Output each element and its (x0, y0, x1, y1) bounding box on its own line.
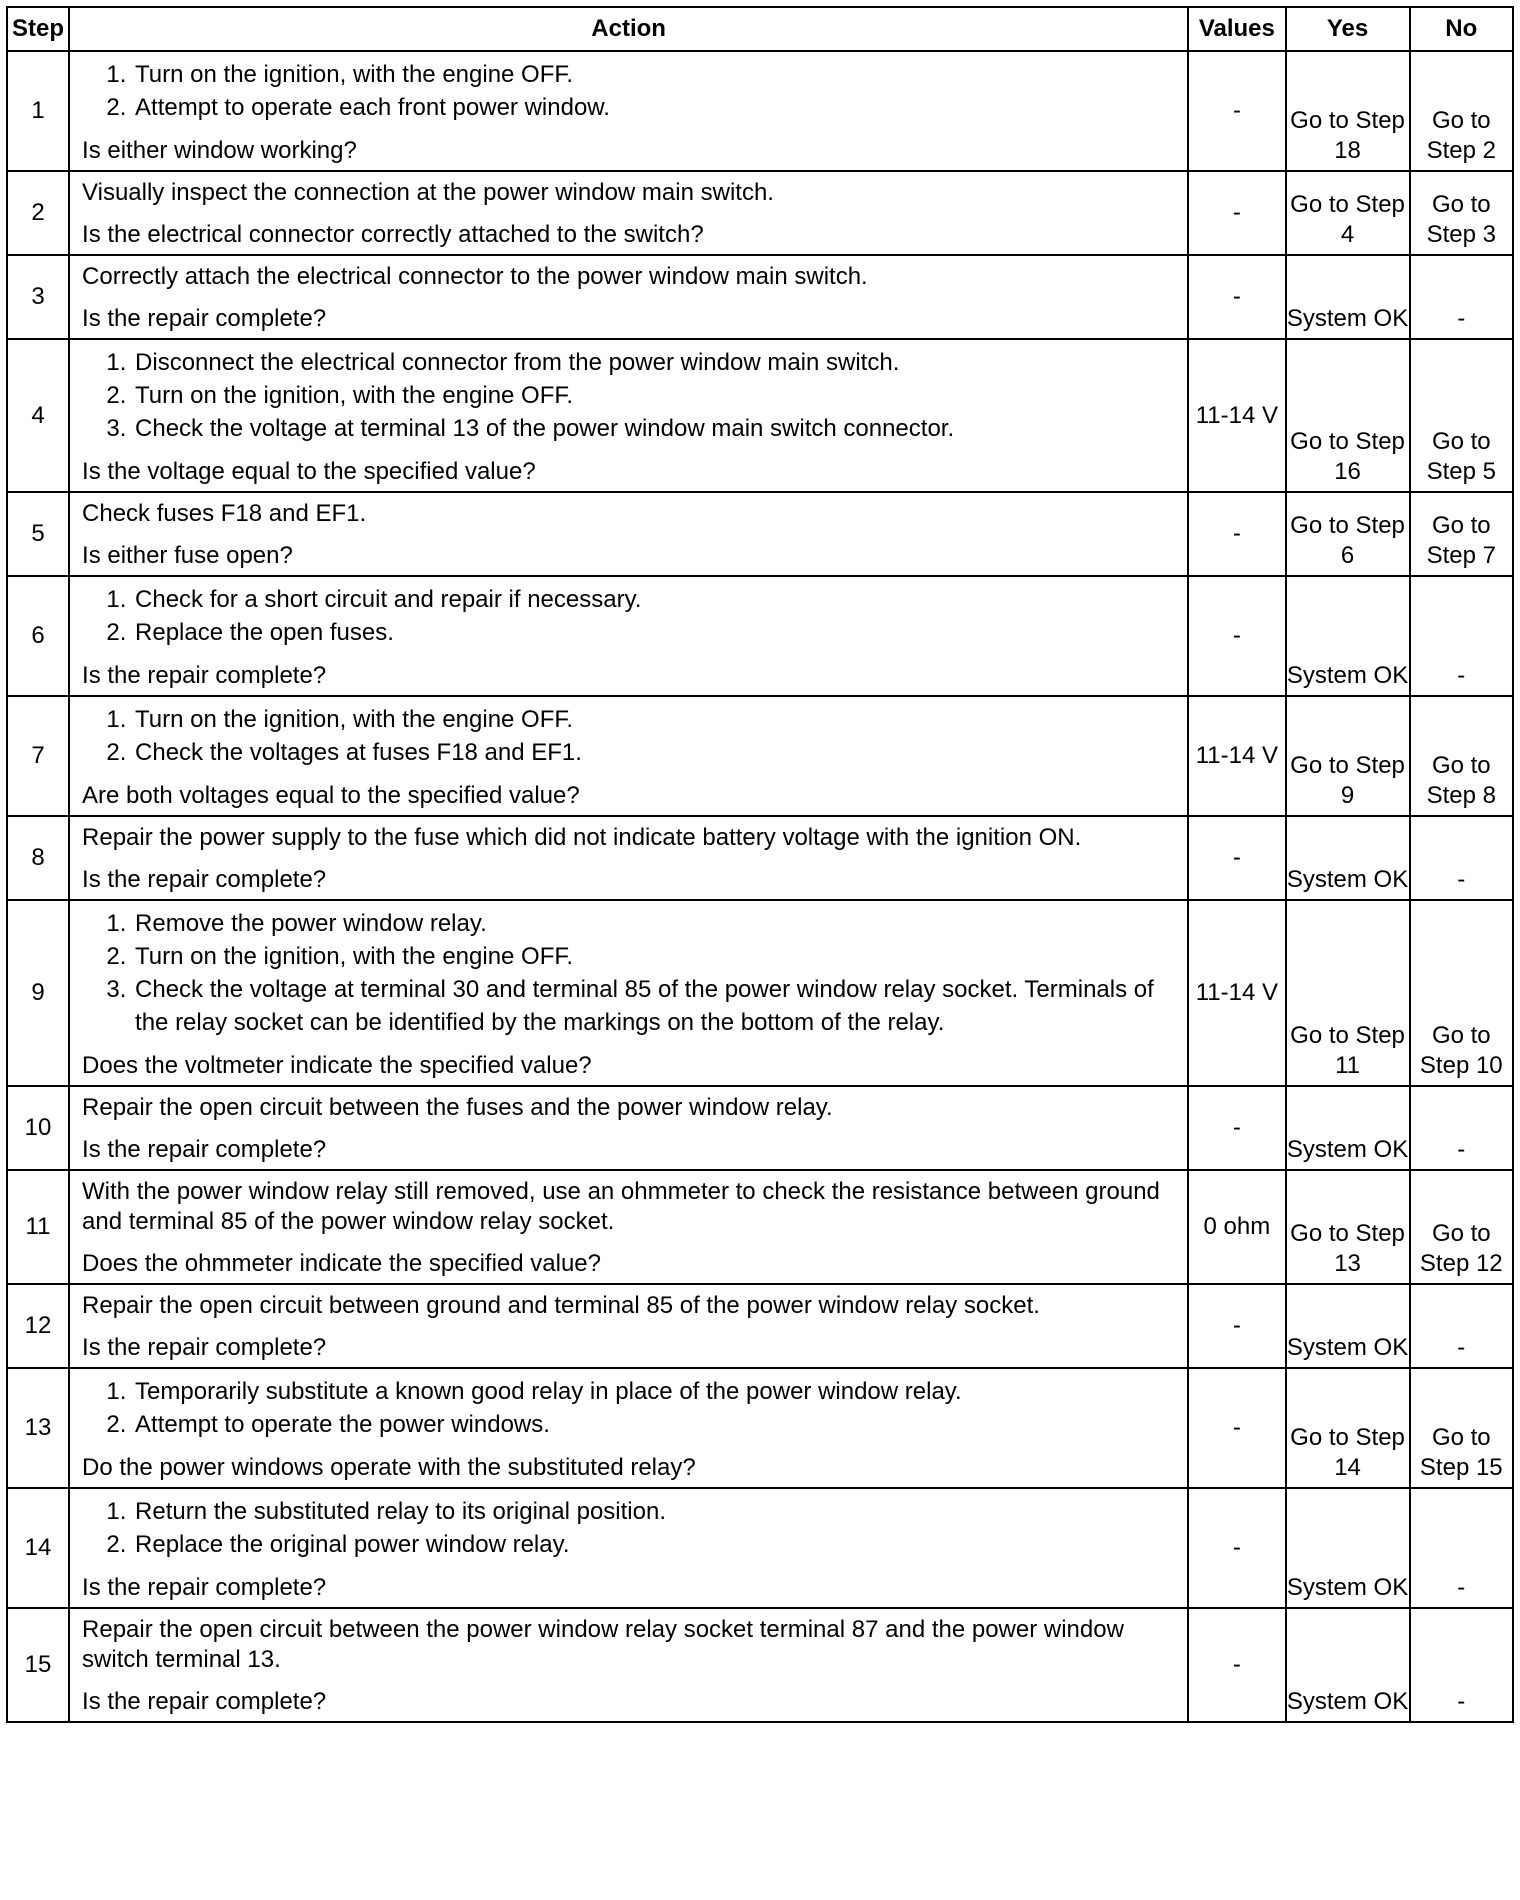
no-cell: Go to Step 7 (1410, 492, 1513, 576)
action-step: 1. Temporarily substitute a known good relay in place of the power window relay. (133, 1375, 1179, 1408)
table-row (7, 1488, 1513, 1608)
action-cell (69, 1368, 1188, 1488)
diagnostic-table (6, 6, 1514, 1723)
yes-cell: Go to Step 14 (1286, 1368, 1410, 1488)
step-number: 10 (7, 1086, 69, 1170)
yes-cell: Go to Step 11 (1286, 900, 1410, 1086)
table-body (7, 51, 1513, 1722)
step-number: 7 (7, 696, 69, 816)
value-cell: 11-14 V (1188, 696, 1285, 816)
value-cell: - (1188, 576, 1285, 696)
action-question: Is the repair complete? (82, 1334, 327, 1361)
no-cell: - (1410, 1284, 1513, 1368)
action-cell (69, 1170, 1188, 1284)
yes-cell: Go to Step 9 (1286, 696, 1410, 816)
step-number: 9 (7, 900, 69, 1086)
value-cell: - (1188, 492, 1285, 576)
table-row (7, 171, 1513, 255)
action-step: 1. Turn on the ignition, with the engine OFF. (133, 58, 1179, 91)
action-question: Are both voltages equal to the specified value? (82, 782, 580, 809)
yes-cell: Go to Step 18 (1286, 51, 1410, 171)
no-cell: - (1410, 255, 1513, 339)
action-step: 1. Check for a short circuit and repair if necessary. (133, 583, 1179, 616)
action-steps (82, 1375, 1179, 1441)
header-no: No (1410, 7, 1513, 51)
yes-cell: System OK (1286, 1488, 1410, 1608)
action-step: 2. Attempt to operate the power windows. (133, 1408, 1179, 1441)
value-cell: - (1188, 1086, 1285, 1170)
action-cell (69, 696, 1188, 816)
step-number: 8 (7, 816, 69, 900)
action-step: 1. Turn on the ignition, with the engine OFF. (133, 703, 1179, 736)
no-cell: Go to Step 10 (1410, 900, 1513, 1086)
action-text: Correctly attach the electrical connector to the power window main switch. (82, 263, 868, 290)
action-text: Repair the open circuit between the fuses and the power window relay. (82, 1094, 833, 1121)
action-question: Is the repair complete? (82, 305, 327, 332)
table-row (7, 900, 1513, 1086)
header-yes: Yes (1286, 7, 1410, 51)
table-row (7, 339, 1513, 492)
yes-cell: Go to Step 16 (1286, 339, 1410, 492)
yes-cell: System OK (1286, 1086, 1410, 1170)
value-cell: 11-14 V (1188, 900, 1285, 1086)
step-number: 3 (7, 255, 69, 339)
table-row (7, 1284, 1513, 1368)
header-values: Values (1188, 7, 1285, 51)
yes-cell: System OK (1286, 1284, 1410, 1368)
step-number: 15 (7, 1608, 69, 1722)
action-step: 2. Attempt to operate each front power window. (133, 91, 1179, 124)
action-cell (69, 492, 1188, 576)
action-cell (69, 816, 1188, 900)
table-row (7, 1368, 1513, 1488)
action-question: Is the voltage equal to the specified value? (82, 458, 536, 485)
action-question: Is the repair complete? (82, 662, 327, 689)
no-cell: - (1410, 1488, 1513, 1608)
action-steps (82, 1495, 1179, 1561)
action-question: Is the repair complete? (82, 1688, 327, 1715)
no-cell: - (1410, 1086, 1513, 1170)
action-question: Does the ohmmeter indicate the specified value? (82, 1250, 601, 1277)
value-cell: - (1188, 1488, 1285, 1608)
action-step: 2. Turn on the ignition, with the engine OFF. (133, 940, 1179, 973)
table-row (7, 1170, 1513, 1284)
action-step: 1. Return the substituted relay to its original position. (133, 1495, 1179, 1528)
action-cell (69, 255, 1188, 339)
action-step: 3. Check the voltage at terminal 13 of the power window main switch connector. (133, 412, 1179, 445)
action-question: Is the repair complete? (82, 1136, 327, 1163)
action-text: Repair the open circuit between ground and terminal 85 of the power window relay socket. (82, 1292, 1040, 1319)
action-cell (69, 1284, 1188, 1368)
yes-cell: Go to Step 6 (1286, 492, 1410, 576)
value-cell: 0 ohm (1188, 1170, 1285, 1284)
action-question: Is the repair complete? (82, 866, 327, 893)
action-text: Repair the power supply to the fuse which did not indicate battery voltage with the ignition ON. (82, 824, 1082, 851)
action-text: Check fuses F18 and EF1. (82, 500, 367, 527)
header-step: Step (7, 7, 69, 51)
action-step: 1. Remove the power window relay. (133, 907, 1179, 940)
step-number: 5 (7, 492, 69, 576)
value-cell: - (1188, 1608, 1285, 1722)
action-step: 2. Replace the original power window relay. (133, 1528, 1179, 1561)
action-text: With the power window relay still removed, use an ohmmeter to check the resistance between ground and terminal 85 of the power window relay socket. (82, 1178, 1160, 1235)
action-step: 2. Turn on the ignition, with the engine OFF. (133, 379, 1179, 412)
table-row (7, 51, 1513, 171)
step-number: 13 (7, 1368, 69, 1488)
no-cell: Go to Step 2 (1410, 51, 1513, 171)
value-cell: 11-14 V (1188, 339, 1285, 492)
no-cell: Go to Step 15 (1410, 1368, 1513, 1488)
action-steps (82, 907, 1179, 1039)
action-step: 1. Disconnect the electrical connector from the power window main switch. (133, 346, 1179, 379)
step-number: 12 (7, 1284, 69, 1368)
header-row (7, 7, 1513, 51)
value-cell: - (1188, 816, 1285, 900)
step-number: 11 (7, 1170, 69, 1284)
action-steps (82, 703, 1179, 769)
no-cell: - (1410, 576, 1513, 696)
action-text: Visually inspect the connection at the power window main switch. (82, 179, 774, 206)
action-step: 3. Check the voltage at terminal 30 and terminal 85 of the power window relay socket. Terminals of the relay socket can be identified by the markings on the bottom of the relay. (133, 973, 1179, 1039)
action-step: 2. Check the voltages at fuses F18 and EF1. (133, 736, 1179, 769)
header-action: Action (69, 7, 1188, 51)
no-cell: - (1410, 816, 1513, 900)
table-row (7, 696, 1513, 816)
action-cell (69, 171, 1188, 255)
action-text: Repair the open circuit between the power window relay socket terminal 87 and the power window switch terminal 13. (82, 1616, 1124, 1673)
action-question: Is the repair complete? (82, 1574, 327, 1601)
step-number: 1 (7, 51, 69, 171)
no-cell: Go to Step 5 (1410, 339, 1513, 492)
step-number: 2 (7, 171, 69, 255)
table-row (7, 576, 1513, 696)
action-steps (82, 58, 1179, 124)
no-cell: Go to Step 3 (1410, 171, 1513, 255)
table-row (7, 1608, 1513, 1722)
value-cell: - (1188, 51, 1285, 171)
table-row (7, 492, 1513, 576)
no-cell: Go to Step 8 (1410, 696, 1513, 816)
value-cell: - (1188, 255, 1285, 339)
action-cell (69, 900, 1188, 1086)
yes-cell: Go to Step 4 (1286, 171, 1410, 255)
value-cell: - (1188, 1284, 1285, 1368)
action-cell (69, 576, 1188, 696)
action-question: Is the electrical connector correctly attached to the switch? (82, 221, 704, 248)
action-question: Is either window working? (82, 137, 357, 164)
value-cell: - (1188, 1368, 1285, 1488)
step-number: 6 (7, 576, 69, 696)
yes-cell: System OK (1286, 816, 1410, 900)
table-row (7, 1086, 1513, 1170)
action-question: Is either fuse open? (82, 542, 293, 569)
action-steps (82, 346, 1179, 445)
action-cell (69, 51, 1188, 171)
step-number: 4 (7, 339, 69, 492)
no-cell: - (1410, 1608, 1513, 1722)
yes-cell: Go to Step 13 (1286, 1170, 1410, 1284)
yes-cell: System OK (1286, 576, 1410, 696)
action-cell (69, 1608, 1188, 1722)
action-question: Does the voltmeter indicate the specified value? (82, 1052, 592, 1079)
action-cell (69, 1488, 1188, 1608)
table-row (7, 255, 1513, 339)
action-cell (69, 339, 1188, 492)
value-cell: - (1188, 171, 1285, 255)
table-row (7, 816, 1513, 900)
action-cell (69, 1086, 1188, 1170)
yes-cell: System OK (1286, 255, 1410, 339)
action-steps (82, 583, 1179, 649)
action-question: Do the power windows operate with the substituted relay? (82, 1454, 696, 1481)
yes-cell: System OK (1286, 1608, 1410, 1722)
no-cell: Go to Step 12 (1410, 1170, 1513, 1284)
action-step: 2. Replace the open fuses. (133, 616, 1179, 649)
step-number: 14 (7, 1488, 69, 1608)
